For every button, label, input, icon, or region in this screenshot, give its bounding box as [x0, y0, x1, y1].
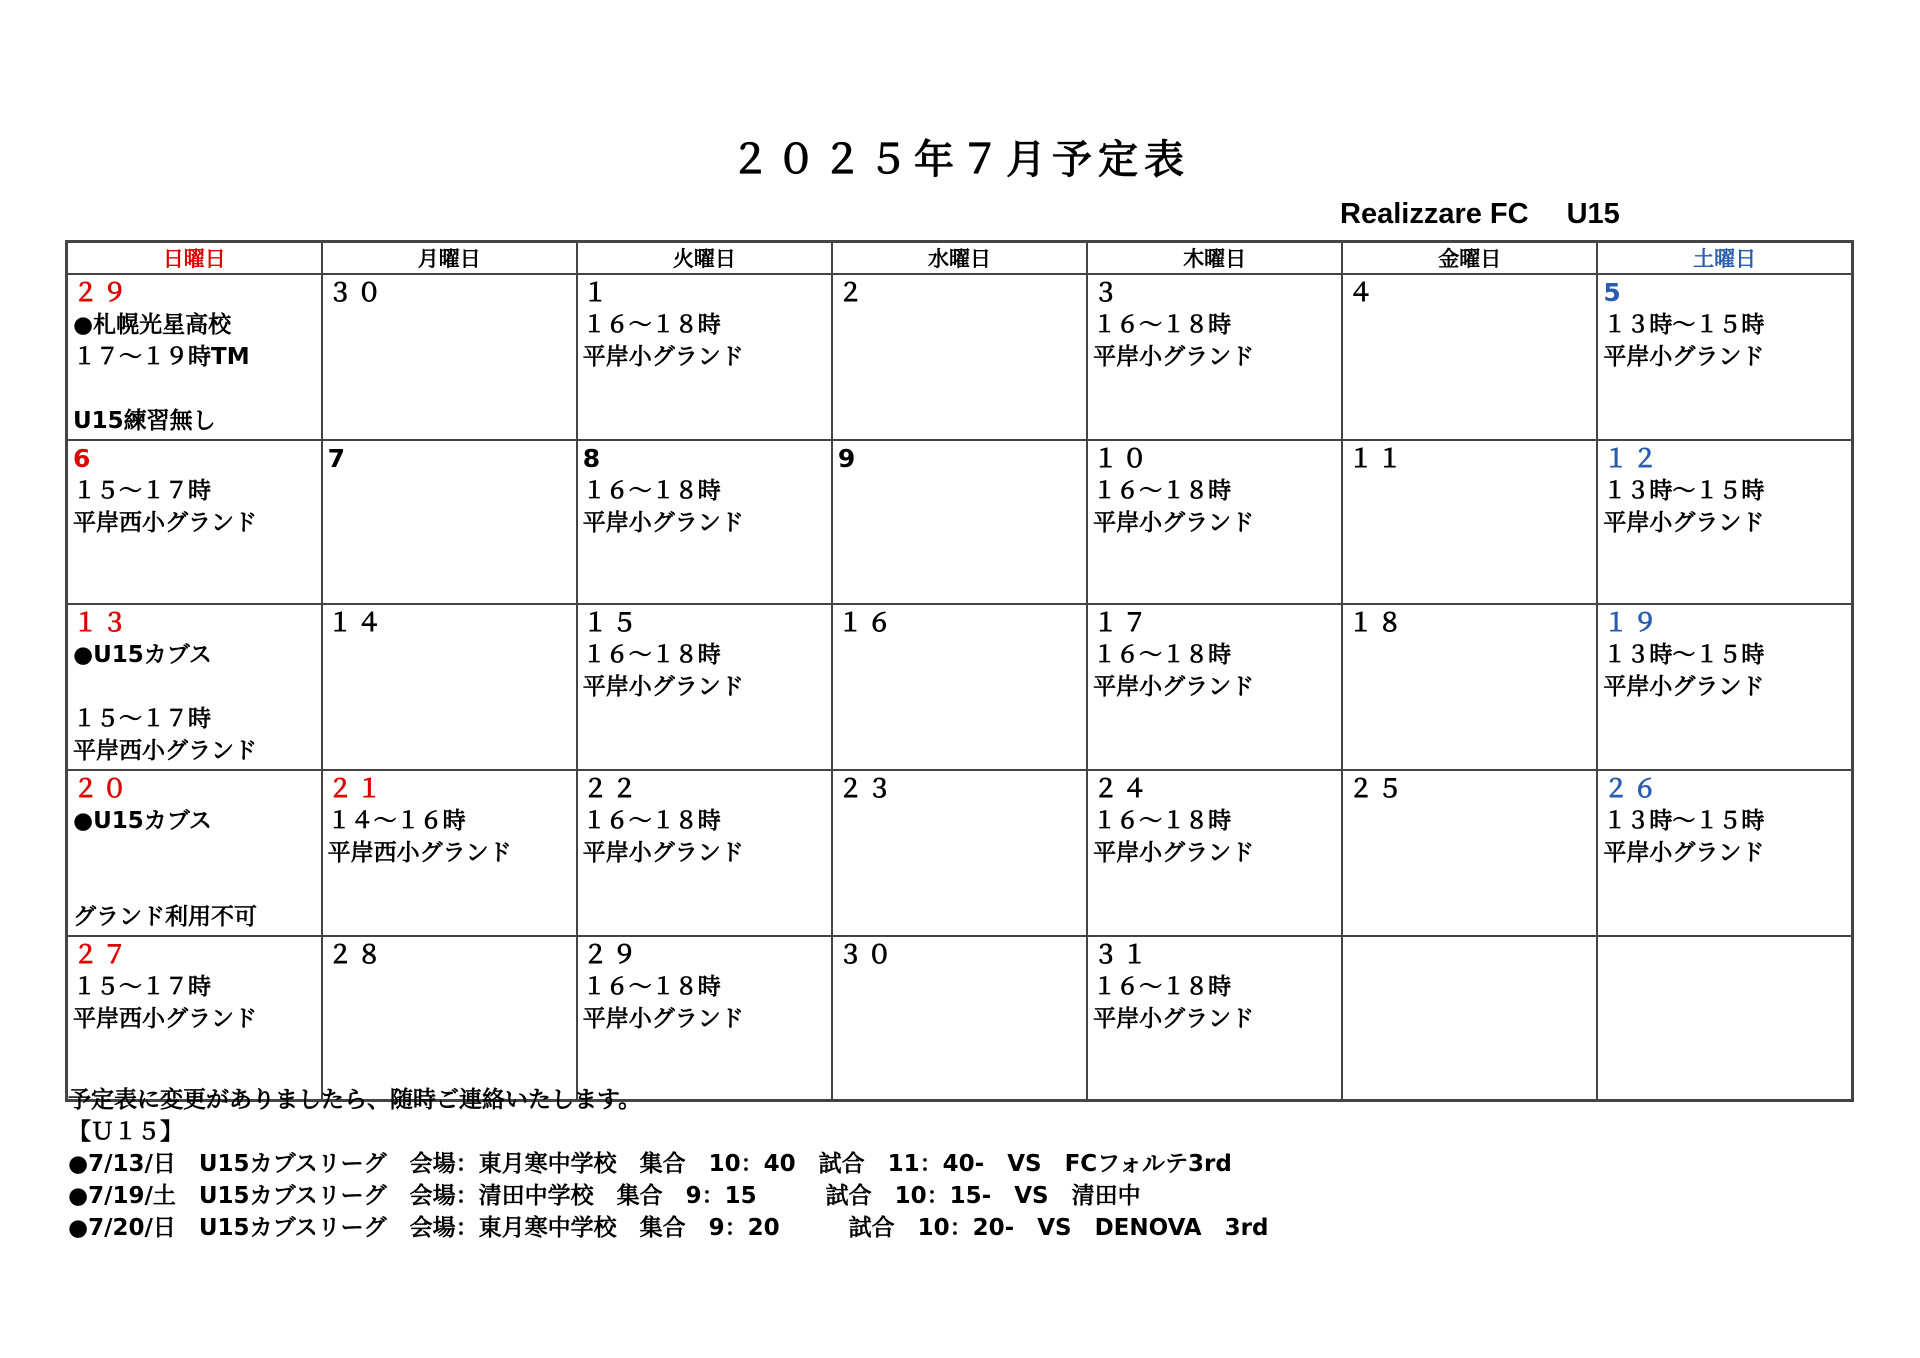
schedule-line: 平岸小グランド [1603, 344, 1765, 370]
team-category: U15 [1566, 198, 1620, 230]
schedule-line [73, 837, 316, 869]
schedule-line: １３時～１５時 [1603, 642, 1765, 668]
day-number: 5 [1603, 278, 1625, 307]
weekday-header-sunday: 日曜日 [67, 242, 322, 275]
schedule-line: １５～１７時 [73, 974, 211, 1000]
day-cell [577, 770, 832, 936]
day-number: ２５ [1348, 774, 1407, 803]
week-row [67, 440, 1853, 604]
day-cell [67, 770, 322, 936]
day-number: １８ [1348, 608, 1407, 637]
day-cell [1087, 440, 1342, 604]
schedule-line: １６～１８時 [582, 974, 721, 1000]
day-number: １５ [582, 608, 641, 637]
schedule-line: ●U15カブス [73, 808, 212, 834]
notes-intro: 予定表に変更がありましたら、随時ご連絡いたします。 [68, 1087, 642, 1113]
schedule-line: １６～１８時 [1093, 808, 1232, 834]
day-cell [1087, 770, 1342, 936]
schedule-line: １３時～１５時 [1603, 478, 1765, 504]
schedule-line: 平岸西小グランド [73, 1006, 257, 1032]
weekday-header-wednesday: 水曜日 [832, 242, 1087, 275]
day-cell [1342, 440, 1597, 604]
schedule-line: １３時～１５時 [1603, 312, 1765, 338]
day-cell [832, 274, 1087, 440]
day-number: ２８ [327, 940, 386, 969]
schedule-line: 平岸小グランド [582, 1006, 744, 1032]
day-number: ２０ [73, 774, 132, 803]
team-name: Realizzare FC [1340, 198, 1529, 230]
day-cell [322, 604, 577, 770]
schedule-line: 平岸小グランド [582, 840, 744, 866]
schedule-line: １６～１８時 [582, 808, 721, 834]
schedule-line: １６～１８時 [1093, 642, 1232, 668]
day-number: １１ [1348, 444, 1407, 473]
notes-heading: 【Ｕ１５】 [68, 1119, 183, 1145]
day-cell [1087, 604, 1342, 770]
day-cell [1597, 770, 1852, 936]
schedule-line: 平岸西小グランド [327, 840, 512, 866]
weekday-header-saturday: 土曜日 [1597, 242, 1852, 275]
weekday-header-thursday: 木曜日 [1087, 242, 1342, 275]
day-cell [67, 604, 322, 770]
schedule-line: １６～１８時 [1093, 974, 1232, 1000]
weekday-header-monday: 月曜日 [322, 242, 577, 275]
schedule-line: １３時～１５時 [1603, 808, 1765, 834]
day-number: ２１ [327, 774, 386, 803]
schedule-line: 平岸小グランド [1093, 344, 1255, 370]
day-number: １７ [1093, 608, 1152, 637]
schedule-line: １６～１８時 [1093, 312, 1232, 338]
day-cell [67, 274, 322, 440]
day-number: ２ [837, 278, 867, 307]
schedule-line: １６～１８時 [582, 312, 721, 338]
day-cell [1087, 936, 1342, 1101]
day-cell [1342, 936, 1597, 1101]
schedule-line: 平岸小グランド [1093, 510, 1255, 536]
day-number: ２４ [1093, 774, 1152, 803]
day-number: １ [582, 278, 612, 307]
schedule-line: ●札幌光星高校 [73, 312, 232, 338]
day-cell [322, 770, 577, 936]
schedule-line: 平岸小グランド [1603, 840, 1765, 866]
schedule-line: 平岸西小グランド [73, 738, 257, 764]
schedule-line: 平岸小グランド [1603, 510, 1765, 536]
day-number: １４ [327, 608, 386, 637]
match-note: ●7/20/日 U15カブスリーグ 会場：東月寒中学校 集合 9：20 試合 10：20- VS DENOVA 3rd [68, 1215, 1269, 1241]
day-cell [832, 604, 1087, 770]
day-number: １０ [1093, 444, 1152, 473]
day-number: ２３ [837, 774, 896, 803]
day-number: 8 [582, 444, 605, 473]
page-title: ２０２５年７月予定表 [730, 137, 1190, 183]
schedule-line [73, 869, 316, 901]
day-number: ４ [1348, 278, 1378, 307]
day-cell [577, 604, 832, 770]
day-cell [1087, 274, 1342, 440]
schedule-line: １５～１７時 [73, 478, 211, 504]
week-row [67, 770, 1853, 936]
schedule-line: １７～１９時TM [73, 344, 250, 370]
schedule-line: １６～１８時 [582, 478, 721, 504]
day-number: ２９ [582, 940, 641, 969]
day-cell [322, 274, 577, 440]
day-number: ２７ [73, 940, 132, 969]
day-cell [577, 936, 832, 1101]
day-cell [577, 440, 832, 604]
weekday-header-row [67, 242, 1853, 275]
day-cell [1342, 604, 1597, 770]
day-cell [1597, 936, 1852, 1101]
week-row [67, 936, 1853, 1101]
notes-section [68, 1084, 1268, 1244]
day-number: １３ [73, 608, 132, 637]
weekday-header-friday: 金曜日 [1342, 242, 1597, 275]
day-number: 7 [327, 444, 350, 473]
schedule-line: 平岸小グランド [1093, 674, 1255, 700]
schedule-line: 平岸西小グランド [73, 510, 257, 536]
schedule-line: 平岸小グランド [582, 674, 744, 700]
weekday-header-tuesday: 火曜日 [577, 242, 832, 275]
day-cell [67, 936, 322, 1101]
schedule-line: １６～１８時 [582, 642, 721, 668]
day-number: １６ [837, 608, 896, 637]
day-cell [1597, 274, 1852, 440]
day-number: １２ [1603, 444, 1662, 473]
day-cell [322, 440, 577, 604]
match-note: ●7/13/日 U15カブスリーグ 会場：東月寒中学校 集合 10：40 試合 11：40- VS FCフォルテ3rd [68, 1151, 1232, 1177]
schedule-line: 平岸小グランド [1093, 1006, 1255, 1032]
schedule-line: 平岸小グランド [582, 344, 744, 370]
day-cell [1597, 440, 1852, 604]
schedule-line [73, 373, 316, 405]
match-note: ●7/19/土 U15カブスリーグ 会場：清田中学校 集合 9：15 試合 10：15- VS 清田中 [68, 1183, 1141, 1209]
week-row [67, 274, 1853, 440]
day-cell [1342, 770, 1597, 936]
day-number: ３０ [837, 940, 896, 969]
week-row [67, 604, 1853, 770]
day-number: ３０ [327, 278, 386, 307]
schedule-line: グランド利用不可 [73, 904, 257, 930]
day-cell [832, 770, 1087, 936]
day-cell [577, 274, 832, 440]
schedule-line: １６～１８時 [1093, 478, 1232, 504]
calendar-table [65, 240, 1854, 1102]
day-cell [322, 936, 577, 1101]
schedule-line: 平岸小グランド [1093, 840, 1255, 866]
team-label [1340, 198, 1620, 231]
schedule-line: ●U15カブス [73, 642, 212, 668]
day-number: ２９ [73, 278, 132, 307]
calendar-body [67, 274, 1853, 1101]
schedule-line: 平岸小グランド [1603, 674, 1765, 700]
day-number: １９ [1603, 608, 1662, 637]
schedule-line: U15練習無し [73, 408, 216, 434]
day-cell [1342, 274, 1597, 440]
day-cell [832, 936, 1087, 1101]
day-number: ２６ [1603, 774, 1662, 803]
schedule-line: 平岸小グランド [582, 510, 744, 536]
day-number: ２２ [582, 774, 641, 803]
day-number: 9 [837, 444, 860, 473]
day-cell [1597, 604, 1852, 770]
day-number: ３１ [1093, 940, 1152, 969]
day-number: 6 [73, 444, 95, 473]
schedule-line: １４～１６時 [327, 808, 466, 834]
day-cell [832, 440, 1087, 604]
day-cell [67, 440, 322, 604]
schedule-line: １５～１７時 [73, 706, 211, 732]
day-number: ３ [1093, 278, 1123, 307]
schedule-line [73, 671, 316, 703]
